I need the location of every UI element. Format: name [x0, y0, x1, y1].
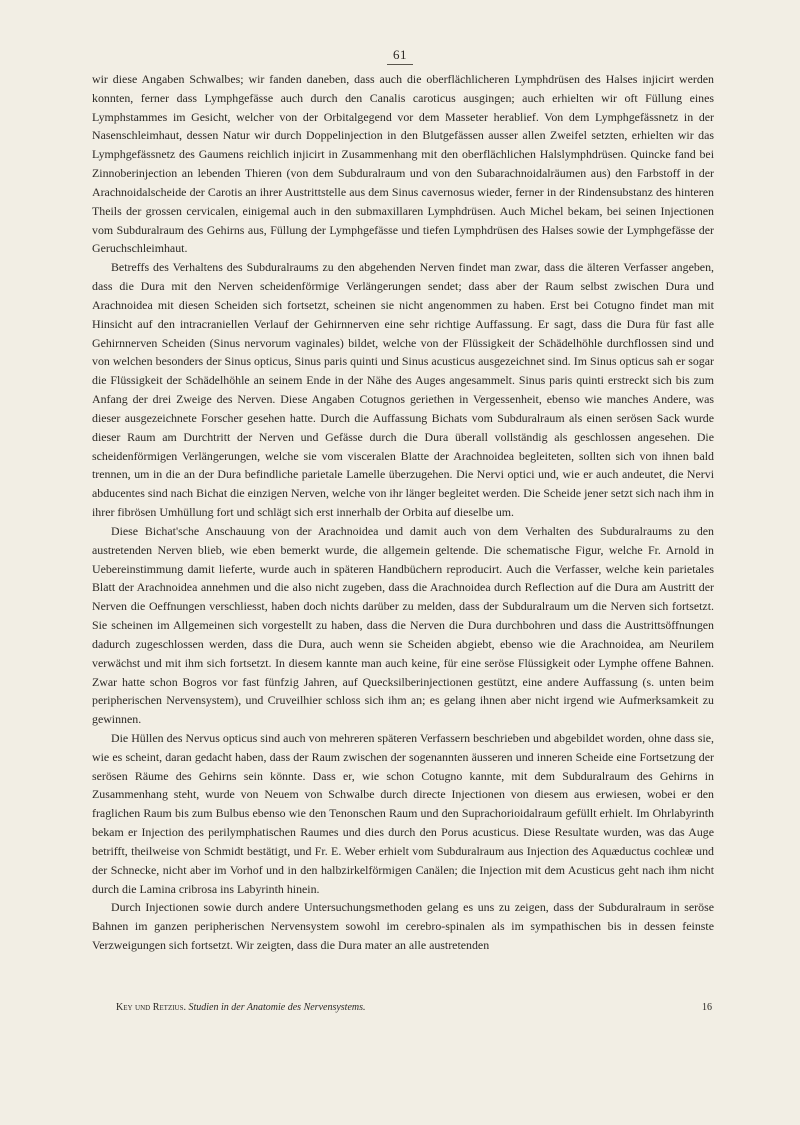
- page-number-rule: [387, 64, 413, 65]
- paragraph: Die Hüllen des Nervus opticus sind auch von mehreren späteren Verfassern beschrieben und abgebildet worden, ohne dass sie, wie es scheint, daran gedacht haben, dass der Raum zwischen der sogenannten äusseren und inneren Scheide eine Fortsetzung der serösen Räume des Gehirns sein könnte. Dass er, wie schon Cotugno kannte, mit dem Subduralraum des Gehirns in Zusammenhang steht, wurde von Neuem von Schwalbe durch directe Injectionen von diesem aus erwiesen, wobei er den fraglichen Raum bis zum Bulbus ebenso wie den Tenonschen Raum und den Suprachorioidalraum gefüllt erhielt. Im Ohrlabyrinth bekam er Injection des perilymphatischen Raumes und dies durch den Porus acusticus. Diese Resultate wurden, was das Auge betrifft, theilweise von Schmidt bestätigt, und Fr. E. Weber erhielt vom Subduralraum aus Injection des Aquæductus cochleæ und der Schnecke, nicht aber im Vorhof und in den halbzirkelförmigen Canälen; die Injection mit dem Acusticus geht nach ihm nicht durch die Lamina cribrosa ins Labyrinth hinein.: [92, 730, 714, 896]
- paragraph: Betreffs des Verhaltens des Subduralraums zu den abgehenden Nerven findet man zwar, dass die älteren Verfasser angeben, dass die Dura mit den Nerven scheidenförmige Verlängerungen sendet; dass aber der Raum selbst zwischen Dura und Arachnoidea mit diesen Scheiden sich fortsetzt, scheinen sie nicht angenommen zu haben. Erst bei Cotugno findet man mit Hinsicht auf den intracraniellen Verlauf der Gehirnnerven eine sehr richtige Auffassung. Er sagt, dass die Dura für fast alle Gehirnnerven Scheiden (Sinus nervorum vaginales) bildet, welche von der Flüssigkeit der Schädelhöhle durchflossen sind und von welchen besonders der Sinus opticus, Sinus paris quinti und Sinus acusticus ausgezeichnet sind. Im Sinus opticus sah er sogar die Flüssigkeit der Schädelhöhle an seinem Ende in der Nähe des Auges angesammelt. Sinus paris quinti erstreckt sich bis zum Anfang der drei Zweige des Nerven. Diese Angaben Cotugnos geriethen in Vergessenheit, ebenso wie manches Andere, was dieser ausgezeichnete Forscher gesehen hatte. Durch die Auffassung Bichats vom Subduralraum als einen serösen Sack wurde dieser Raum am Durchtritt der Nerven und Gefässe durch die Dura überall vollständig als geschlossen angesehen. Die scheidenförmigen Verlängerungen, welche sie vom visceralen Blatte der Arachnoidea begleiteten, sollten sich von ihnen bald trennen, um in die an der Dura befindliche parietale Lamelle überzugehen. Die Nervi optici und, wie er auch andeutet, die Nervi abducentes sind nach Bichat die einzigen Nerven, welche von ihr länger begleitet werden. Die Scheide jener setzt sich nach ihm in ihrer fibrösen Umhüllung fort und schlägt sich erst innerhalb der Orbita auf dieselbe um.: [92, 260, 714, 520]
- paragraph: wir diese Angaben Schwalbes; wir fanden daneben, dass auch die oberflächlicheren Lymphdrüsen des Halses injicirt werden konnten, ferner dass Lymphgefässe auch durch den Canalis caroticus ausgingen; auch erhielten wir oft Füllung eines Lymphstammes im Gesicht, welcher von der Orbitalgegend vor dem Masseter herablief. Von dem Lymphgefässnetz in der Nasenschleimhaut, dessen Natur wir durch Doppelinjection in den Blutgefässen ausser allen Zweifel setzten, erhielten wir das Lymphgefässnetz des Gaumens reichlich injicirt in Zusammenhang mit den oberflächlichen Halslymphdrüsen. Quincke fand bei Zinnoberinjection an lebenden Thieren (von dem Subduralraum und von den Subarachnoidalräumen aus) den Farbstoff in der Arachnoidalscheide der Carotis an ihrer Austrittstelle aus dem Sinus cavernosus wieder, ferner in der Rindensubstanz des hinteren Theils der grossen cervicalen, einigemal auch in den submaxillaren Lymphdrüsen. Auch Michel bekam, bei seinen Injectionen vom Subduralraum des Gehirns aus, Füllung der Lymphgefässe und tiefen Lymphdrüsen des Halses sowie der Lymphgefässe der Geruchschleimhaut.: [92, 72, 714, 256]
- page-footer: [116, 1001, 712, 1015]
- page-number: 61: [393, 47, 407, 62]
- signature-mark: 16: [702, 1002, 712, 1013]
- paragraph: Diese Bichat'sche Anschauung von der Arachnoidea und damit auch von dem Verhalten des Subduralraums zu den austretenden Nerven blieb, wie eben bemerkt wurde, die allgemein geltende. Die schematische Figur, welche Fr. Arnold in Uebereinstimmung damit lieferte, wurde auch in späteren Handbüchern reproducirt. Auch die Verfasser, welche kein parietales Blatt der Arachnoidea annehmen und die also nicht zugeben, dass die Arachnoidea durch Reflection auf die Dura am Austritt der Nerven die Oeffnungen verschliesst, haben doch nichts darüber zu melden, dass der Subduralraum um die Nerven sich fortsetzt. Sie scheinen im Allgemeinen sich vorgestellt zu haben, dass die Nerven die Dura durchbohren und dass die Austrittsöffnungen dadurch zugeschlossen werden, dass die Dura, auch wenn sie Scheiden abgiebt, ebenso wie die Arachnoidea, am Neurilem verwächst und mit ihm sich fortsetzt. In diesem kannte man auch keine, für eine seröse Flüssigkeit oder Lymphe offene Bahnen. Zwar hatte schon Bogros vor fast fünfzig Jahren, auf Quecksilberinjectionen gestützt, eine andere Auffassung (s. unten beim peripherischen Nervensystem), und Cruveilhier schloss sich ihm an; es gelang ihnen aber nicht irgend wie Aufmerksamkeit zu gewinnen.: [92, 523, 714, 727]
- footer-authors: Key und Retzius.: [116, 1002, 186, 1013]
- paragraph: Durch Injectionen sowie durch andere Untersuchungsmethoden gelang es uns zu zeigen, dass der Subduralraum in seröse Bahnen im ganzen peripherischen Nervensystem sowohl im cerebro-spinalen als im sympathischen bis in dessen feinste Verzweigungen sich fortsetzt. Wir zeigten, dass die Dura mater an alle austretenden: [92, 900, 714, 953]
- footer-book-title: Studien in der Anatomie des Nervensystems.: [188, 1002, 366, 1013]
- body-text: [92, 70, 714, 955]
